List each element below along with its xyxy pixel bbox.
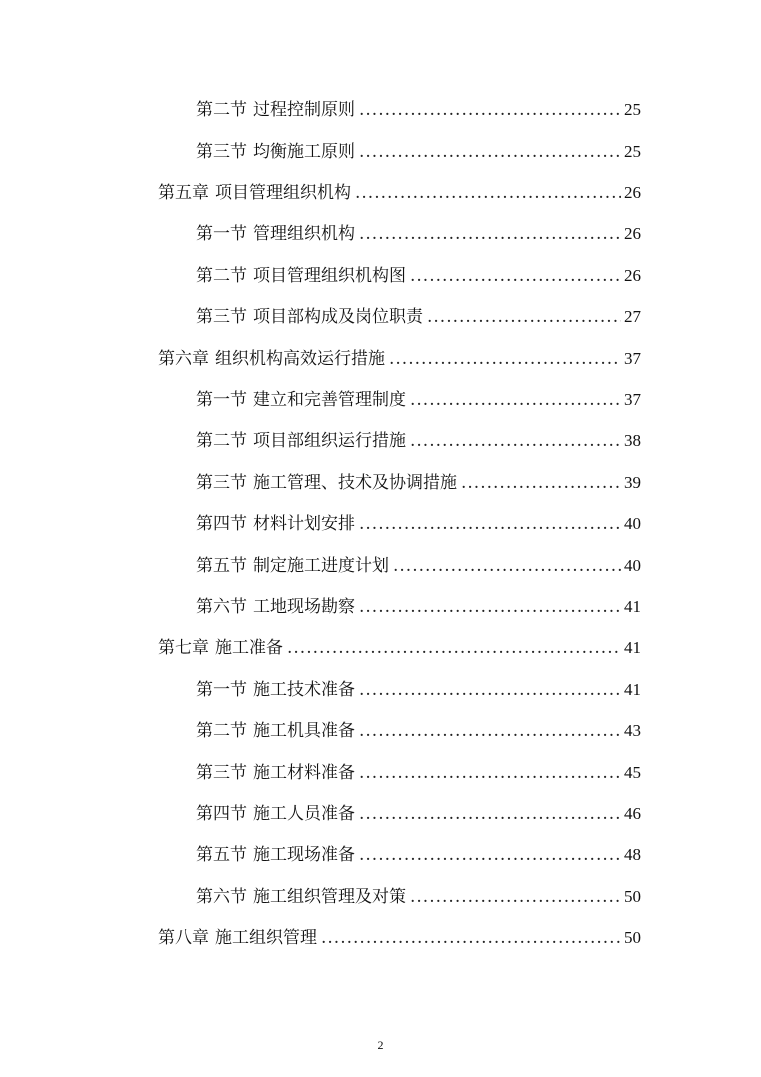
toc-title: 过程控制原则 <box>253 100 355 120</box>
toc-title: 项目管理组织机构 <box>215 183 351 203</box>
toc-title: 制定施工进度计划 <box>253 556 389 576</box>
toc-entry[interactable] <box>196 758 641 788</box>
toc-title: 均衡施工原则 <box>253 142 355 162</box>
toc-label <box>196 137 355 167</box>
toc-entry[interactable] <box>196 95 641 125</box>
toc-label <box>196 261 406 291</box>
toc-title: 施工技术准备 <box>253 680 355 700</box>
dot-leader <box>410 261 621 291</box>
toc-label <box>196 758 355 788</box>
toc-title: 项目管理组织机构图 <box>253 266 406 286</box>
toc-page-number: 45 <box>624 763 641 782</box>
toc-entry[interactable] <box>196 426 641 456</box>
toc-label <box>196 468 457 498</box>
toc-entry[interactable] <box>196 219 641 249</box>
toc-entry[interactable] <box>196 592 641 622</box>
toc-label <box>196 426 406 456</box>
toc-page-number: 37 <box>624 349 641 368</box>
toc-entry[interactable] <box>196 882 641 912</box>
toc-title: 施工组织管理及对策 <box>253 887 406 907</box>
toc-page-number: 26 <box>624 266 641 285</box>
toc-number: 第四节 <box>196 514 247 534</box>
toc-label <box>158 178 351 208</box>
dot-leader <box>359 95 621 125</box>
toc-page-number: 39 <box>624 473 641 492</box>
toc-title: 组织机构高效运行措施 <box>215 349 385 369</box>
page-footer-number: 2 <box>377 1038 384 1052</box>
toc-entry[interactable] <box>158 178 641 208</box>
toc-title: 施工准备 <box>215 638 283 658</box>
toc-entry[interactable] <box>196 675 641 705</box>
toc-title: 项目部构成及岗位职责 <box>253 307 423 327</box>
toc-label <box>196 551 389 581</box>
toc-number: 第八章 <box>158 928 209 948</box>
toc-title: 施工组织管理 <box>215 928 317 948</box>
toc-page-number: 41 <box>624 680 641 699</box>
toc-page-number: 50 <box>624 887 641 906</box>
toc-label <box>158 344 385 374</box>
toc-entry[interactable] <box>158 923 641 953</box>
toc-entry[interactable] <box>196 261 641 291</box>
toc-page-number: 26 <box>624 183 641 202</box>
toc-number: 第一节 <box>196 390 247 410</box>
toc-page-number: 40 <box>624 514 641 533</box>
toc-number: 第六章 <box>158 349 209 369</box>
toc-page-number: 37 <box>624 390 641 409</box>
toc-number: 第二节 <box>196 721 247 741</box>
toc-title: 建立和完善管理制度 <box>253 390 406 410</box>
dot-leader <box>427 302 621 332</box>
toc-number: 第三节 <box>196 473 247 493</box>
toc-label <box>196 95 355 125</box>
toc-entry[interactable] <box>158 344 641 374</box>
toc-page-number: 25 <box>624 142 641 161</box>
toc-page-number: 40 <box>624 556 641 575</box>
dot-leader <box>359 509 621 539</box>
toc-entry[interactable] <box>196 137 641 167</box>
dot-leader <box>359 219 621 249</box>
toc-label <box>196 675 355 705</box>
dot-leader <box>355 178 621 208</box>
dot-leader <box>359 799 621 829</box>
toc-number: 第二节 <box>196 100 247 120</box>
dot-leader <box>410 385 621 415</box>
toc-title: 项目部组织运行措施 <box>253 431 406 451</box>
toc-entry[interactable] <box>196 385 641 415</box>
dot-leader <box>359 137 621 167</box>
toc-number: 第二节 <box>196 266 247 286</box>
dot-leader <box>389 344 621 374</box>
toc-number: 第一节 <box>196 224 247 244</box>
toc-label <box>158 633 283 663</box>
dot-leader <box>393 551 621 581</box>
toc-page-number: 50 <box>624 928 641 947</box>
toc-page-number: 27 <box>624 307 641 326</box>
toc-number: 第三节 <box>196 763 247 783</box>
toc-number: 第五节 <box>196 556 247 576</box>
toc-entry[interactable] <box>196 509 641 539</box>
dot-leader <box>410 426 621 456</box>
toc-title: 施工现场准备 <box>253 845 355 865</box>
toc-title: 施工机具准备 <box>253 721 355 741</box>
toc-label <box>196 592 355 622</box>
toc-page-number: 38 <box>624 431 641 450</box>
toc-page-number: 41 <box>624 638 641 657</box>
toc-page-number: 48 <box>624 845 641 864</box>
toc-entry[interactable] <box>158 633 641 663</box>
toc-number: 第三节 <box>196 142 247 162</box>
toc-label <box>196 716 355 746</box>
dot-leader <box>410 882 621 912</box>
toc-number: 第二节 <box>196 431 247 451</box>
toc-number: 第四节 <box>196 804 247 824</box>
toc-label <box>196 799 355 829</box>
toc-title: 工地现场勘察 <box>253 597 355 617</box>
toc-label <box>196 509 355 539</box>
toc-title: 材料计划安排 <box>253 514 355 534</box>
toc-number: 第七章 <box>158 638 209 658</box>
toc-entry[interactable] <box>196 716 641 746</box>
toc-title: 管理组织机构 <box>253 224 355 244</box>
dot-leader <box>287 633 621 663</box>
dot-leader <box>461 468 621 498</box>
toc-number: 第六节 <box>196 597 247 617</box>
toc-title: 施工材料准备 <box>253 763 355 783</box>
dot-leader <box>359 758 621 788</box>
dot-leader <box>359 840 621 870</box>
toc-entry[interactable] <box>196 302 641 332</box>
toc-title: 施工人员准备 <box>253 804 355 824</box>
toc-entry[interactable] <box>196 468 641 498</box>
toc-title: 施工管理、技术及协调措施 <box>253 473 457 493</box>
toc-page-number: 26 <box>624 224 641 243</box>
toc-entry[interactable] <box>196 551 641 581</box>
toc-label <box>158 923 317 953</box>
dot-leader <box>321 923 621 953</box>
toc-label <box>196 302 423 332</box>
toc-number: 第六节 <box>196 887 247 907</box>
toc-label <box>196 385 406 415</box>
toc-label <box>196 882 406 912</box>
toc-label <box>196 840 355 870</box>
dot-leader <box>359 716 621 746</box>
dot-leader <box>359 675 621 705</box>
dot-leader <box>359 592 621 622</box>
toc-entry[interactable] <box>196 840 641 870</box>
toc-page-number: 41 <box>624 597 641 616</box>
toc-number: 第一节 <box>196 680 247 700</box>
toc-entry[interactable] <box>196 799 641 829</box>
toc-number: 第五章 <box>158 183 209 203</box>
toc-number: 第五节 <box>196 845 247 865</box>
toc-page-number: 25 <box>624 100 641 119</box>
toc-number: 第三节 <box>196 307 247 327</box>
toc-page-number: 43 <box>624 721 641 740</box>
toc-page-number: 46 <box>624 804 641 823</box>
toc-label <box>196 219 355 249</box>
